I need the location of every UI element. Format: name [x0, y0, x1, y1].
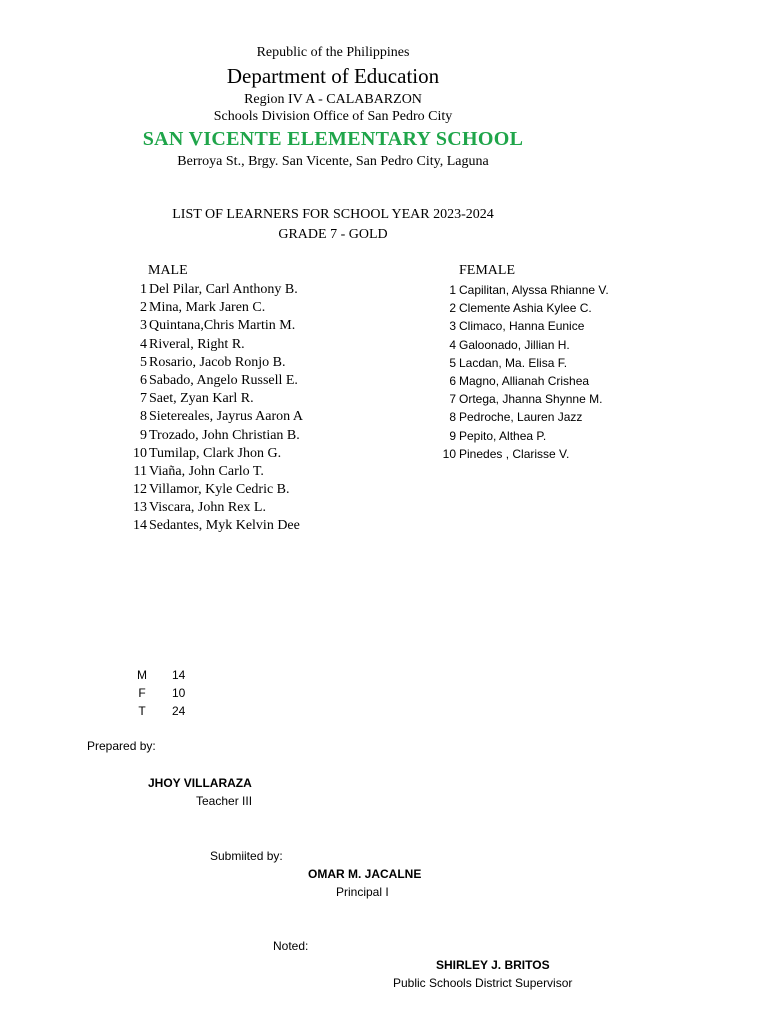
- list-item: [430, 299, 609, 317]
- learner-name: Sedantes, Myk Kelvin Dee: [149, 518, 300, 534]
- learner-name: Saet, Zyan Karl R.: [149, 391, 254, 407]
- learner-name: Del Pilar, Carl Anthony B.: [149, 282, 298, 297]
- school-name: SAN VICENTE ELEMENTARY SCHOOL: [142, 128, 524, 150]
- learner-number: 4: [449, 337, 456, 352]
- totals-row-female: [128, 684, 202, 702]
- totals-value: 10: [172, 686, 186, 700]
- learner-name: Viscara, John Rex L.: [149, 500, 266, 516]
- learner-number: 1: [449, 283, 456, 297]
- list-item: [120, 408, 303, 426]
- list-item: [430, 336, 609, 354]
- list-item: [120, 445, 303, 463]
- male-column-heading: MALE: [148, 263, 188, 278]
- learner-number: 7: [449, 392, 456, 407]
- list-item: [430, 281, 609, 299]
- learner-name: Riveral, Right R.: [149, 336, 245, 352]
- learner-number: 3: [140, 318, 147, 334]
- learner-number: 10: [133, 445, 147, 461]
- totals-label: M: [137, 668, 147, 682]
- learner-name: Sabado, Angelo Russell E.: [149, 372, 298, 388]
- learner-name: Pepito, Althea P.: [459, 428, 547, 443]
- learner-number: 13: [133, 500, 147, 516]
- learner-name: Viaña, John Carlo T.: [149, 463, 264, 479]
- submitted-by-name: OMAR M. JACALNE: [308, 867, 422, 881]
- learner-number: 3: [449, 319, 456, 334]
- noted-by-label: Noted:: [273, 939, 309, 953]
- list-item: [430, 372, 609, 390]
- learner-name: Quintana,Chris Martin M.: [149, 318, 296, 334]
- learner-number: 9: [140, 427, 147, 443]
- learner-number: 2: [140, 300, 147, 316]
- list-item: [120, 336, 303, 354]
- totals-value: 14: [172, 668, 186, 682]
- totals-label: F: [138, 686, 146, 700]
- list-item: [430, 427, 609, 445]
- learner-number: 8: [449, 410, 456, 425]
- submitted-by-title: Principal I: [336, 885, 389, 899]
- learner-name: Rosario, Jacob Ronjo B.: [149, 354, 286, 370]
- list-item: [120, 317, 303, 335]
- list-item: [120, 372, 303, 390]
- republic-heading: Republic of the Philippines: [256, 45, 410, 60]
- learner-name: Villamor, Kyle Cedric B.: [149, 482, 290, 498]
- totals-value: 24: [172, 704, 186, 718]
- list-item: [120, 354, 303, 372]
- list-item: [430, 390, 609, 408]
- female-learner-list: [430, 281, 609, 463]
- totals-summary: [128, 666, 202, 720]
- learner-name: Pinedes , Clarisse V.: [459, 446, 570, 461]
- list-item: [120, 390, 303, 408]
- learner-name: Pedroche, Lauren Jazz: [459, 410, 583, 425]
- list-item: [430, 408, 609, 426]
- learner-name: Climaco, Hanna Eunice: [459, 319, 585, 334]
- learner-number: 14: [133, 518, 147, 534]
- list-grade: GRADE 7 - GOLD: [278, 227, 388, 242]
- male-learner-list: [120, 281, 303, 536]
- learner-number: 10: [442, 446, 456, 461]
- division-heading: Schools Division Office of San Pedro City: [213, 109, 453, 124]
- female-column-heading: FEMALE: [459, 263, 515, 278]
- learner-name: Trozado, John Christian B.: [149, 427, 300, 443]
- list-item: [120, 517, 303, 535]
- learner-name: Ortega, Jhanna Shynne M.: [459, 392, 603, 407]
- noted-by-title: Public Schools District Supervisor: [393, 976, 573, 990]
- list-item: [120, 281, 303, 299]
- region-heading: Region IV A - CALABARZON: [244, 92, 422, 107]
- learner-name: Capilitan, Alyssa Rhianne V.: [459, 283, 609, 297]
- submitted-by-label: Submiited by:: [210, 849, 283, 863]
- learner-name: Mina, Mark Jaren C.: [149, 300, 266, 316]
- list-title: LIST OF LEARNERS FOR SCHOOL YEAR 2023-2024: [172, 207, 494, 222]
- learner-name: Sietereales, Jayrus Aaron A: [149, 409, 303, 425]
- totals-row-male: [128, 666, 202, 684]
- learner-number: 11: [133, 463, 147, 479]
- list-item: [120, 481, 303, 499]
- noted-by-name: SHIRLEY J. BRITOS: [436, 958, 550, 972]
- learner-name: Galoonado, Jillian H.: [459, 337, 570, 352]
- learner-number: 5: [140, 354, 147, 370]
- list-item: [430, 354, 609, 372]
- learner-name: Tumilap, Clark Jhon G.: [149, 445, 282, 461]
- school-address: Berroya St., Brgy. San Vicente, San Pedro City, Laguna: [177, 154, 489, 169]
- learner-number: 8: [140, 409, 147, 425]
- learner-name: Magno, Allianah Crishea: [459, 373, 590, 388]
- learner-number: 1: [140, 282, 147, 297]
- list-item: [430, 445, 609, 463]
- prepared-by-label: Prepared by:: [87, 739, 156, 753]
- learner-number: 9: [449, 428, 456, 443]
- list-item: [120, 299, 303, 317]
- learner-number: 6: [140, 372, 147, 388]
- list-item: [120, 463, 303, 481]
- list-item: [120, 499, 303, 517]
- department-heading: Department of Education: [226, 64, 440, 88]
- learner-name: Clemente Ashia Kylee C.: [459, 301, 592, 316]
- list-item: [430, 317, 609, 335]
- learner-number: 7: [140, 391, 147, 407]
- learner-number: 4: [140, 336, 147, 352]
- prepared-by-name: JHOY VILLARAZA: [148, 776, 252, 790]
- learner-number: 2: [449, 301, 456, 316]
- learner-number: 12: [133, 482, 147, 498]
- learner-number: 5: [449, 355, 456, 370]
- list-item: [120, 427, 303, 445]
- totals-label: T: [138, 704, 146, 718]
- totals-row-total: [128, 702, 202, 720]
- prepared-by-title: Teacher III: [196, 794, 253, 808]
- learner-name: Lacdan, Ma. Elisa F.: [459, 355, 568, 370]
- learner-number: 6: [449, 373, 456, 388]
